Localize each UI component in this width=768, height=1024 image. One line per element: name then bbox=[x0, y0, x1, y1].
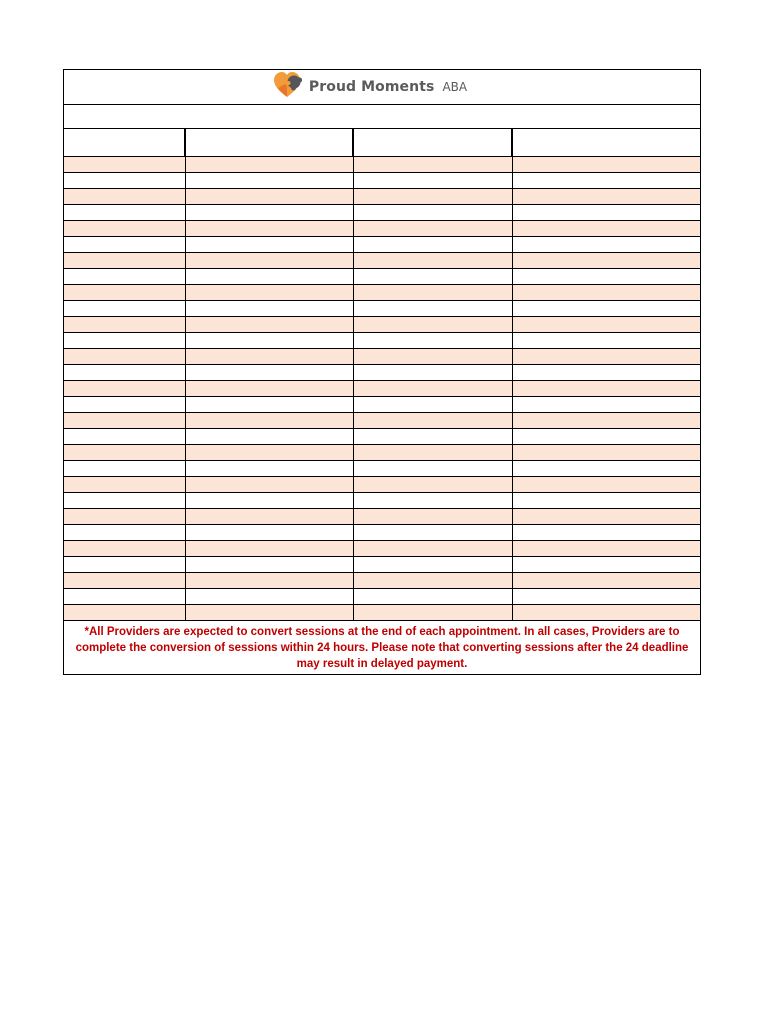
table-cell[interactable] bbox=[512, 460, 700, 476]
table-cell[interactable] bbox=[64, 428, 185, 444]
table-cell[interactable] bbox=[64, 460, 185, 476]
table-cell[interactable] bbox=[185, 236, 353, 252]
table-cell[interactable] bbox=[185, 396, 353, 412]
table-cell[interactable] bbox=[185, 540, 353, 556]
table-cell[interactable] bbox=[185, 332, 353, 348]
table-cell[interactable] bbox=[185, 220, 353, 236]
table-cell[interactable] bbox=[185, 268, 353, 284]
conversion-policy-note: *All Providers are expected to convert sessions at the end of each appointment. In all cases, Providers are to complete the conversion of sessions within 24 hours. Please note that converting sessions after the 24 deadline may result in delayed payment. bbox=[75, 625, 689, 670]
table-cell[interactable] bbox=[185, 444, 353, 460]
table-cell[interactable] bbox=[512, 220, 700, 236]
table-cell[interactable] bbox=[185, 172, 353, 188]
table-cell[interactable] bbox=[512, 284, 700, 300]
table-cell[interactable] bbox=[64, 492, 185, 508]
table-row bbox=[64, 300, 700, 316]
table-cell[interactable] bbox=[64, 540, 185, 556]
table-row bbox=[64, 476, 700, 492]
table-cell[interactable] bbox=[512, 156, 700, 172]
table-row bbox=[64, 508, 700, 524]
table-cell[interactable] bbox=[512, 604, 700, 620]
table-row bbox=[64, 268, 700, 284]
table-cell[interactable] bbox=[512, 524, 700, 540]
table-row bbox=[64, 252, 700, 268]
table-row bbox=[64, 460, 700, 476]
logo-header bbox=[64, 70, 700, 105]
table-cell[interactable] bbox=[512, 300, 700, 316]
table-cell[interactable] bbox=[64, 172, 185, 188]
table-cell[interactable] bbox=[353, 236, 512, 252]
table-cell[interactable] bbox=[512, 364, 700, 380]
table-cell[interactable] bbox=[185, 316, 353, 332]
table-cell[interactable] bbox=[185, 156, 353, 172]
table-cell[interactable] bbox=[353, 588, 512, 604]
table-cell[interactable] bbox=[512, 556, 700, 572]
table-cell[interactable] bbox=[185, 364, 353, 380]
table-cell[interactable] bbox=[185, 428, 353, 444]
table-cell[interactable] bbox=[185, 188, 353, 204]
table-cell[interactable] bbox=[512, 444, 700, 460]
column-header bbox=[353, 129, 512, 156]
table-cell[interactable] bbox=[353, 252, 512, 268]
table-row bbox=[64, 396, 700, 412]
table-cell[interactable] bbox=[353, 508, 512, 524]
table-cell[interactable] bbox=[353, 476, 512, 492]
table-cell[interactable] bbox=[512, 332, 700, 348]
table-cell[interactable] bbox=[64, 300, 185, 316]
table-row bbox=[64, 492, 700, 508]
column-header bbox=[185, 129, 353, 156]
table-cell[interactable] bbox=[64, 444, 185, 460]
table-cell[interactable] bbox=[353, 188, 512, 204]
table-cell[interactable] bbox=[64, 204, 185, 220]
table-row bbox=[64, 604, 700, 620]
table-cell[interactable] bbox=[512, 204, 700, 220]
session-log-sheet bbox=[63, 69, 701, 675]
table-cell[interactable] bbox=[353, 540, 512, 556]
table-cell[interactable] bbox=[64, 476, 185, 492]
table-cell[interactable] bbox=[512, 172, 700, 188]
table-cell[interactable] bbox=[64, 556, 185, 572]
table-cell[interactable] bbox=[353, 396, 512, 412]
table-cell[interactable] bbox=[185, 588, 353, 604]
table-cell[interactable] bbox=[353, 284, 512, 300]
table-cell[interactable] bbox=[64, 156, 185, 172]
table-row bbox=[64, 444, 700, 460]
table-row bbox=[64, 236, 700, 252]
table-cell[interactable] bbox=[353, 460, 512, 476]
table-cell[interactable] bbox=[512, 316, 700, 332]
table-row bbox=[64, 348, 700, 364]
table-cell[interactable] bbox=[64, 348, 185, 364]
table-cell[interactable] bbox=[353, 524, 512, 540]
table-row bbox=[64, 156, 700, 172]
table-cell[interactable] bbox=[512, 412, 700, 428]
brand-suffix: ABA bbox=[442, 80, 468, 94]
table-header-row bbox=[64, 129, 700, 156]
table-cell[interactable] bbox=[512, 508, 700, 524]
table-cell[interactable] bbox=[512, 540, 700, 556]
table-cell[interactable] bbox=[64, 364, 185, 380]
table-cell[interactable] bbox=[353, 268, 512, 284]
table-cell[interactable] bbox=[185, 284, 353, 300]
table-cell[interactable] bbox=[64, 220, 185, 236]
table-row bbox=[64, 588, 700, 604]
table-row bbox=[64, 364, 700, 380]
table-cell[interactable] bbox=[185, 492, 353, 508]
heart-puzzle-icon bbox=[273, 71, 305, 104]
table-cell[interactable] bbox=[185, 508, 353, 524]
table-cell[interactable] bbox=[64, 316, 185, 332]
table-cell[interactable] bbox=[185, 556, 353, 572]
table-cell[interactable] bbox=[185, 300, 353, 316]
table-cell[interactable] bbox=[185, 460, 353, 476]
table-cell[interactable] bbox=[353, 364, 512, 380]
table-cell[interactable] bbox=[512, 588, 700, 604]
table-cell[interactable] bbox=[353, 332, 512, 348]
table-cell[interactable] bbox=[353, 172, 512, 188]
sheet-title bbox=[64, 105, 700, 129]
table-cell[interactable] bbox=[353, 572, 512, 588]
table-cell[interactable] bbox=[353, 444, 512, 460]
table-row bbox=[64, 220, 700, 236]
table-row bbox=[64, 428, 700, 444]
table-cell[interactable] bbox=[64, 236, 185, 252]
table-cell[interactable] bbox=[185, 348, 353, 364]
table-cell[interactable] bbox=[64, 252, 185, 268]
table-row bbox=[64, 556, 700, 572]
table-row bbox=[64, 412, 700, 428]
table-cell[interactable] bbox=[64, 380, 185, 396]
table-cell[interactable] bbox=[512, 428, 700, 444]
table-cell[interactable] bbox=[512, 492, 700, 508]
brand-name: Proud Moments bbox=[308, 79, 435, 95]
table-cell[interactable] bbox=[64, 412, 185, 428]
table-cell[interactable] bbox=[64, 524, 185, 540]
table-row bbox=[64, 172, 700, 188]
table-cell[interactable] bbox=[185, 572, 353, 588]
table-cell[interactable] bbox=[185, 412, 353, 428]
table-cell[interactable] bbox=[353, 300, 512, 316]
table-cell[interactable] bbox=[64, 268, 185, 284]
table-cell[interactable] bbox=[185, 604, 353, 620]
table-cell[interactable] bbox=[353, 380, 512, 396]
table-cell[interactable] bbox=[64, 508, 185, 524]
table-row bbox=[64, 316, 700, 332]
table-cell[interactable] bbox=[353, 220, 512, 236]
table-cell[interactable] bbox=[512, 348, 700, 364]
table-cell[interactable] bbox=[64, 604, 185, 620]
table-row bbox=[64, 380, 700, 396]
table-cell[interactable] bbox=[353, 412, 512, 428]
table-cell[interactable] bbox=[185, 476, 353, 492]
table-cell[interactable] bbox=[185, 524, 353, 540]
table-cell[interactable] bbox=[64, 284, 185, 300]
table-cell[interactable] bbox=[512, 380, 700, 396]
column-header bbox=[64, 129, 185, 156]
table-cell[interactable] bbox=[185, 204, 353, 220]
table-row bbox=[64, 204, 700, 220]
table-row bbox=[64, 284, 700, 300]
table-cell[interactable] bbox=[353, 556, 512, 572]
table-cell[interactable] bbox=[512, 476, 700, 492]
table-cell[interactable] bbox=[64, 588, 185, 604]
table-row bbox=[64, 540, 700, 556]
brand-logo bbox=[273, 71, 467, 104]
table-cell[interactable] bbox=[353, 604, 512, 620]
table-cell[interactable] bbox=[512, 396, 700, 412]
table-cell[interactable] bbox=[512, 236, 700, 252]
column-header bbox=[512, 129, 700, 156]
table-row bbox=[64, 188, 700, 204]
table-cell[interactable] bbox=[353, 428, 512, 444]
table-cell[interactable] bbox=[353, 492, 512, 508]
table-cell[interactable] bbox=[64, 572, 185, 588]
table-cell[interactable] bbox=[185, 252, 353, 268]
table-cell[interactable] bbox=[353, 348, 512, 364]
table-cell[interactable] bbox=[353, 156, 512, 172]
table-row bbox=[64, 572, 700, 588]
table-cell[interactable] bbox=[512, 268, 700, 284]
table-cell[interactable] bbox=[64, 332, 185, 348]
table-cell[interactable] bbox=[64, 396, 185, 412]
table-row bbox=[64, 524, 700, 540]
table-cell[interactable] bbox=[64, 188, 185, 204]
session-table bbox=[64, 129, 700, 621]
table-cell[interactable] bbox=[353, 316, 512, 332]
table-cell[interactable] bbox=[512, 572, 700, 588]
table-cell[interactable] bbox=[512, 188, 700, 204]
table-cell[interactable] bbox=[353, 204, 512, 220]
table-row bbox=[64, 332, 700, 348]
table-cell[interactable] bbox=[512, 252, 700, 268]
table-cell[interactable] bbox=[185, 380, 353, 396]
